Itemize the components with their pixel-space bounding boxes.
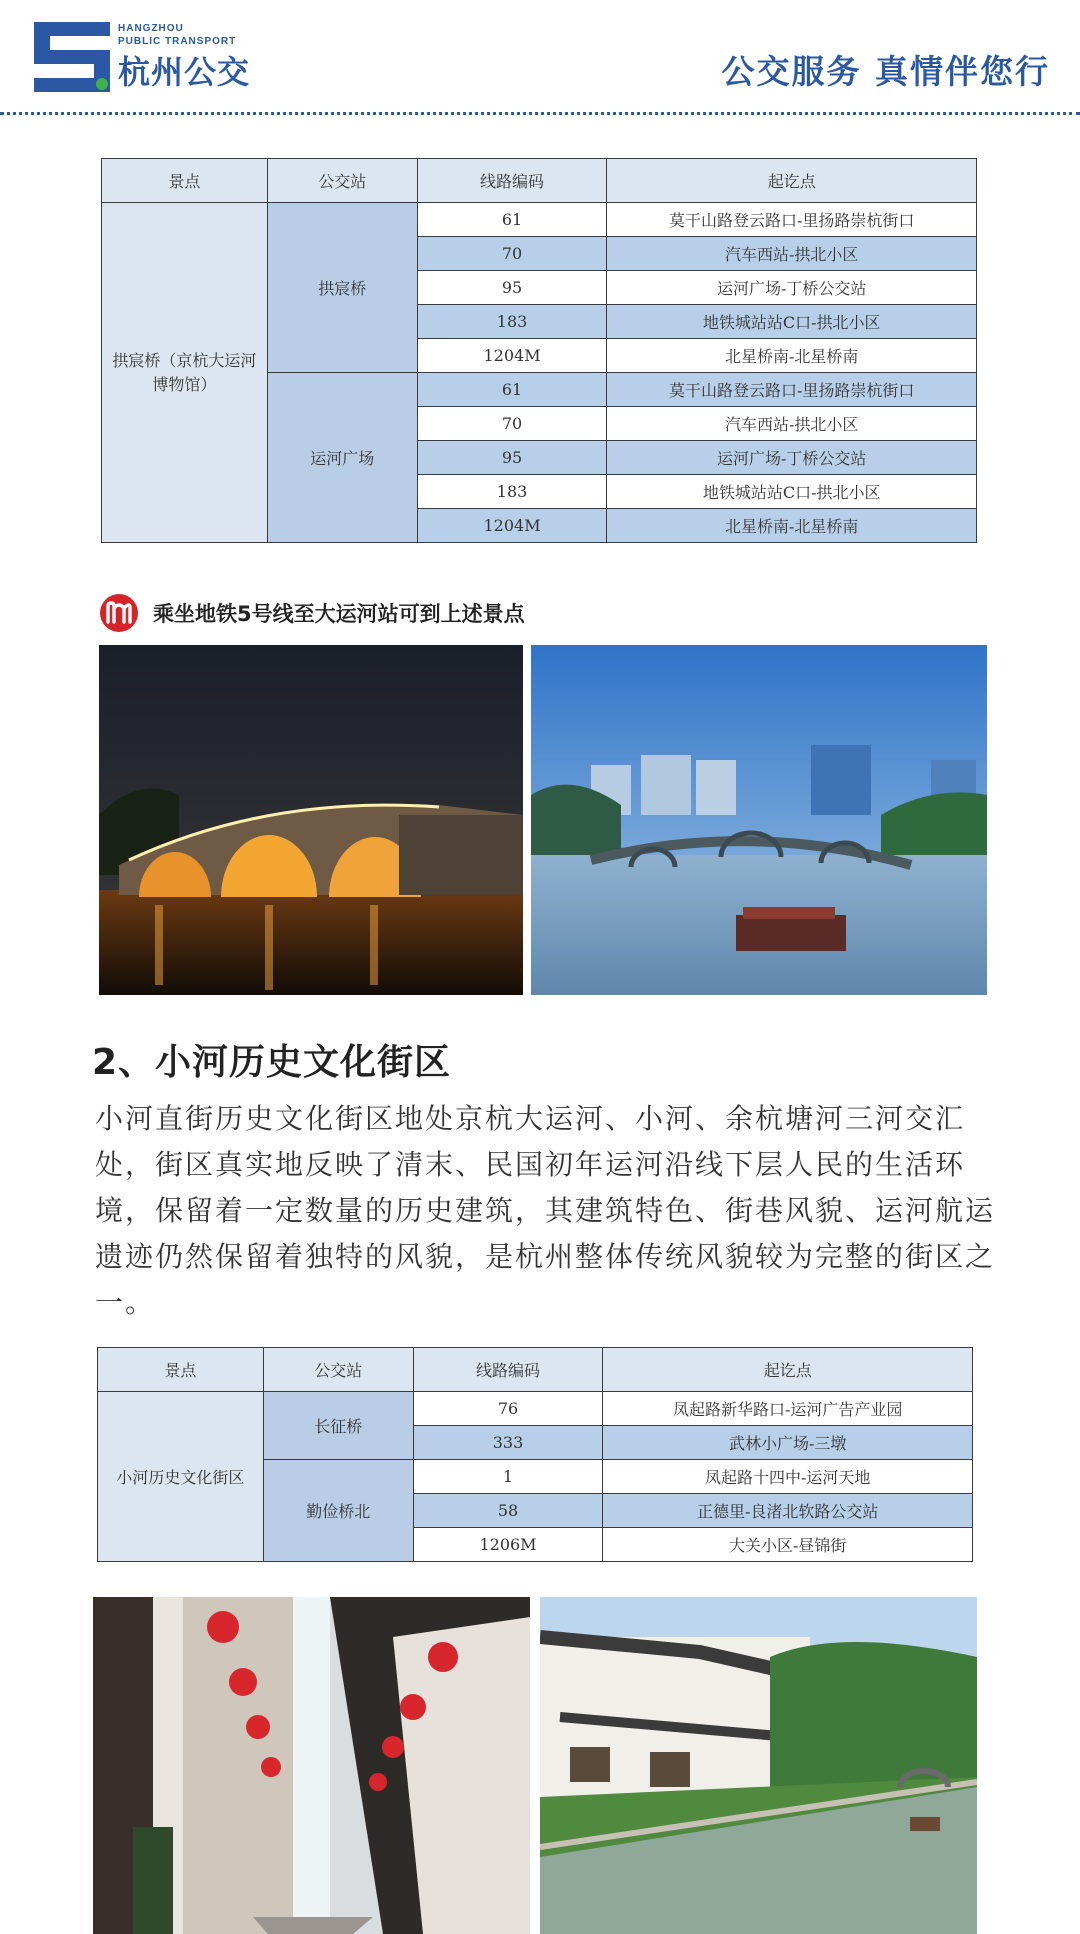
route-endpoints: 莫干山路登云路口-里扬路崇杭街口	[607, 373, 977, 407]
route-code: 183	[417, 475, 607, 509]
route-endpoints: 武林小广场-三墩	[603, 1426, 973, 1460]
old-street-lanterns-photo	[93, 1597, 530, 1934]
table-header-row	[102, 159, 977, 203]
header-route-code: 线路编码	[417, 159, 607, 203]
route-endpoints: 北星桥南-北星桥南	[607, 339, 977, 373]
route-endpoints: 汽车西站-拱北小区	[607, 237, 977, 271]
route-endpoints: 运河广场-丁桥公交站	[607, 441, 977, 475]
route-endpoints: 大关小区-昼锦街	[603, 1528, 973, 1562]
station-cell: 长征桥	[263, 1392, 413, 1460]
station-cell: 勤俭桥北	[263, 1460, 413, 1562]
table-header-row	[98, 1348, 973, 1392]
route-endpoints: 凤起路十四中-运河天地	[603, 1460, 973, 1494]
attraction-name: 拱宸桥（京杭大运河博物馆）	[112, 350, 257, 394]
canal-bridge-day-photo	[531, 645, 987, 995]
bus-route-table-1	[101, 158, 977, 543]
route-endpoints: 汽车西站-拱北小区	[607, 407, 977, 441]
route-code: 58	[413, 1494, 603, 1528]
bus-route-table-2	[97, 1347, 973, 1562]
route-code: 95	[417, 271, 607, 305]
header-attraction: 景点	[98, 1348, 264, 1392]
header-station: 公交站	[263, 1348, 413, 1392]
route-code: 61	[417, 203, 607, 237]
route-endpoints: 地铁城站站C口-拱北小区	[607, 475, 977, 509]
section-title: 2、小河历史文化街区	[92, 1042, 452, 1083]
route-endpoints: 北星桥南-北星桥南	[607, 509, 977, 543]
route-code: 1204M	[417, 339, 607, 373]
table-row	[102, 203, 977, 237]
hangzhou-transit-logo-icon	[34, 22, 110, 92]
header-station: 公交站	[267, 159, 417, 203]
metro-note: 乘坐地铁5号线至大运河站可到上述景点	[153, 602, 525, 626]
header-slogan: 公交服务 真情伴您行	[721, 52, 1050, 91]
night-bridge-photo	[99, 645, 523, 995]
route-endpoints: 正德里-良渚北软路公交站	[603, 1494, 973, 1528]
route-code: 70	[417, 407, 607, 441]
header-attraction: 景点	[102, 159, 268, 203]
header-divider	[0, 112, 1080, 115]
attraction-cell: 小河历史文化街区	[98, 1392, 264, 1562]
header-route-code: 线路编码	[413, 1348, 603, 1392]
station-cell: 运河广场	[267, 373, 417, 543]
route-code: 333	[413, 1426, 603, 1460]
route-endpoints: 凤起路新华路口-运河广告产业园	[603, 1392, 973, 1426]
table-row	[98, 1392, 973, 1426]
route-code: 61	[417, 373, 607, 407]
route-code: 1	[413, 1460, 603, 1494]
hangzhou-metro-logo-icon	[99, 593, 139, 633]
route-code: 1206M	[413, 1528, 603, 1562]
logo-en-line1: HANGZHOU	[118, 23, 184, 34]
logo-en-line2: PUBLIC TRANSPORT	[118, 36, 237, 47]
route-code: 183	[417, 305, 607, 339]
canal-old-houses-photo	[540, 1597, 977, 1934]
header-endpoints: 起讫点	[603, 1348, 973, 1392]
header-endpoints: 起讫点	[607, 159, 977, 203]
route-endpoints: 莫干山路登云路口-里扬路崇杭街口	[607, 203, 977, 237]
logo-english-text	[118, 22, 236, 48]
route-code: 76	[413, 1392, 603, 1426]
route-endpoints: 地铁城站站C口-拱北小区	[607, 305, 977, 339]
route-endpoints: 运河广场-丁桥公交站	[607, 271, 977, 305]
attraction-cell	[102, 203, 268, 543]
route-code: 70	[417, 237, 607, 271]
section-paragraph: 小河直街历史文化街区地处京杭大运河、小河、余杭塘河三河交汇处，街区真实地反映了清末、民国初年运河沿线下层人民的生活环境，保留着一定数量的历史建筑，其建筑特色、街巷风貌、运河航运遗迹仍然保留着独特的风貌，是杭州整体传统风貌较为完整的街区之一。	[95, 1102, 996, 1319]
route-code: 95	[417, 441, 607, 475]
route-code: 1204M	[417, 509, 607, 543]
logo-chinese-text: 杭州公交	[118, 53, 251, 91]
station-cell: 拱宸桥	[267, 203, 417, 373]
